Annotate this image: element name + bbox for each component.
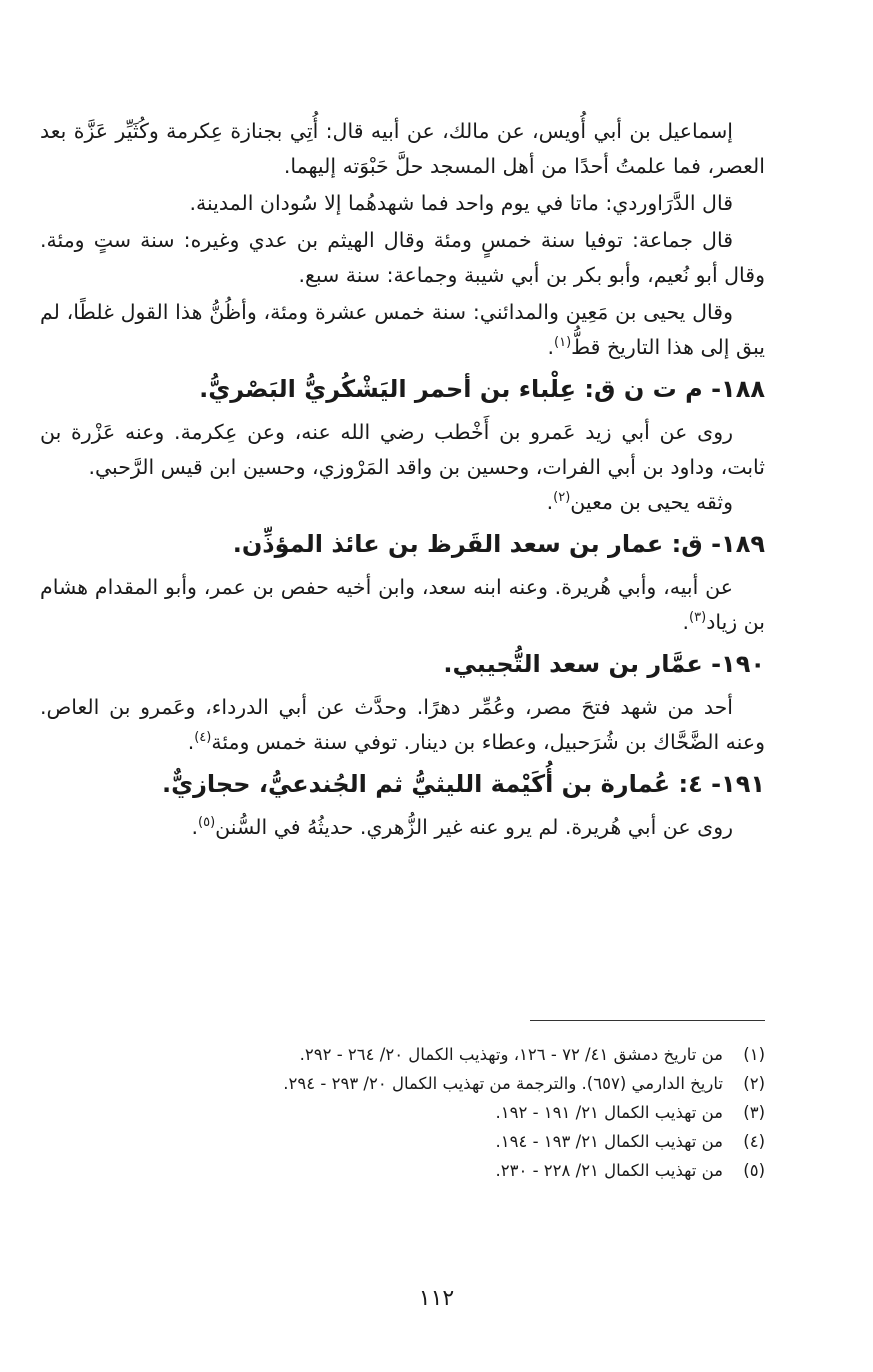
paragraph: إسماعيل بن أبي أُويس، عن مالك، عن أبيه قال: أُتِي بجنازة عِكرمة وكُثَيِّر عَزَّة بعد العصر، فما علمتُ أحدًا من أهل المسجد حلَّ حَبْوَته إليهما. bbox=[40, 119, 765, 178]
footnote-marker[interactable]: (١) bbox=[554, 335, 572, 351]
entry-heading-189: ١٨٩- ق: عمار بن سعد القَرظ بن عائذ المؤذِّن. bbox=[232, 530, 765, 558]
footnote-separator bbox=[530, 1020, 765, 1021]
footnote-item bbox=[100, 1098, 765, 1127]
footnote-number: (٤) bbox=[743, 1132, 765, 1151]
footnote-text: من تهذيب الكمال ٢١/ ١٩٣ - ١٩٤. bbox=[495, 1132, 723, 1151]
paragraph-text: وثقه يحيى بن معين bbox=[570, 490, 733, 514]
footnote-item bbox=[100, 1040, 765, 1069]
entry-heading-188: ١٨٨- م ت ن ق: عِلْباء بن أحمر اليَشْكُريُّ البَصْريُّ. bbox=[199, 375, 765, 403]
paragraph: عن أبيه، وأبي هُريرة. وعنه ابنه سعد، وابن أخيه حفص بن عمر، وأبو المقدام هشام بن زياد$^{(٣)}$. bbox=[40, 575, 765, 634]
footnotes-list bbox=[100, 1040, 765, 1185]
footnote-item bbox=[100, 1069, 765, 1098]
paragraph: وقال يحيى بن مَعِين والمدائني: سنة خمس عشرة ومئة، وأظُنُّ هذا القول غلطًا، لم يبق إلى هذا التاريخ قطُّ$^{(١)}$. bbox=[40, 300, 765, 359]
footnote-marker[interactable]: (٤) bbox=[194, 730, 212, 746]
footnote-marker[interactable]: (٢) bbox=[553, 490, 571, 506]
footnote-item bbox=[100, 1127, 765, 1156]
footnote-number: (١) bbox=[743, 1045, 765, 1064]
footnote-number: (٢) bbox=[743, 1074, 765, 1093]
paragraph: قال جماعة: توفيا سنة خمسٍ ومئة وقال الهيثم بن عدي وغيره: سنة ستٍ ومئة. وقال أبو نُعيم، وأبو بكر بن أبي شيبة وجماعة: سنة سبع. bbox=[40, 228, 765, 287]
footnote-text: من تهذيب الكمال ٢١/ ١٩١ - ١٩٢. bbox=[495, 1103, 723, 1122]
entry-heading-191: ١٩١- ٤: عُمارة بن أُكَيْمة الليثيُّ ثم الجُندعيُّ، حجازيٌّ. bbox=[161, 770, 765, 798]
entry-heading-190: ١٩٠- عمَّار بن سعد التُّجيبي. bbox=[443, 650, 765, 678]
paragraph: قال الدَّرَاوردي: ماتا في يوم واحد فما شهدهُما إلا سُودان المدينة. bbox=[189, 191, 733, 215]
paragraph: روى عن أبي زيد عَمرو بن أَخْطب رضي الله عنه، وعن عِكرمة. وعنه عَزْرة بن ثابت، وداود بن أبي الفرات، وحسين بن واقد المَرْوزي، وحسين ابن قيس الرَّحبي. bbox=[40, 420, 765, 479]
footnote-text: من تاريخ دمشق ٤١/ ٧٢ - ١٢٦، وتهذيب الكمال ٢٠/ ٢٦٤ - ٢٩٢. bbox=[299, 1045, 723, 1064]
footnote-text: من تهذيب الكمال ٢١/ ٢٢٨ - ٢٣٠. bbox=[495, 1161, 723, 1180]
footnote-item bbox=[100, 1156, 765, 1185]
paragraph: روى عن أبي هُريرة. لم يرو عنه غير الزُّهري. حديثُهُ في السُّنن$^{(٥)}$. bbox=[191, 815, 733, 839]
page-number: ١١٢ bbox=[418, 1286, 455, 1311]
footnote-marker[interactable]: (٥) bbox=[198, 815, 216, 831]
paragraph-text: عن أبيه، وأبي هُريرة. وعنه ابنه سعد، وابن أخيه حفص بن عمر، وأبو المقدام هشام بن زياد bbox=[40, 575, 765, 634]
footnote-text: تاريخ الدارمي (٦٥٧). والترجمة من تهذيب الكمال ٢٠/ ٢٩٣ - ٢٩٤. bbox=[283, 1074, 723, 1093]
footnote-number: (٣) bbox=[743, 1103, 765, 1122]
main-text bbox=[40, 114, 765, 845]
paragraph: وثقه يحيى بن معين$^{(٢)}$. bbox=[546, 490, 733, 514]
paragraph: أحد من شهد فتحَ مصر، وعُمِّر دهرًا. وحدَّث عن أبي الدرداء، وعَمرو بن العاص. وعنه الضَّحَّاك بن شُرَحبيل، وعطاء بن دينار. توفي سنة خمس ومئة$^{(٤)}$. bbox=[40, 695, 765, 754]
paragraph-text: وقال يحيى بن مَعِين والمدائني: سنة خمس عشرة ومئة، وأظُنُّ هذا القول غلطًا، لم يبق إلى هذا التاريخ قطُّ bbox=[40, 300, 765, 359]
paragraph-text: روى عن أبي هُريرة. لم يرو عنه غير الزُّهري. حديثُهُ في السُّنن bbox=[215, 815, 733, 839]
paragraph-text: أحد من شهد فتحَ مصر، وعُمِّر دهرًا. وحدَّث عن أبي الدرداء، وعَمرو بن العاص. وعنه الضَّحَّاك بن شُرَحبيل، وعطاء بن دينار. توفي سنة خمس ومئة bbox=[40, 695, 765, 754]
footnote-number: (٥) bbox=[743, 1161, 765, 1180]
footnote-marker[interactable]: (٣) bbox=[689, 610, 707, 626]
